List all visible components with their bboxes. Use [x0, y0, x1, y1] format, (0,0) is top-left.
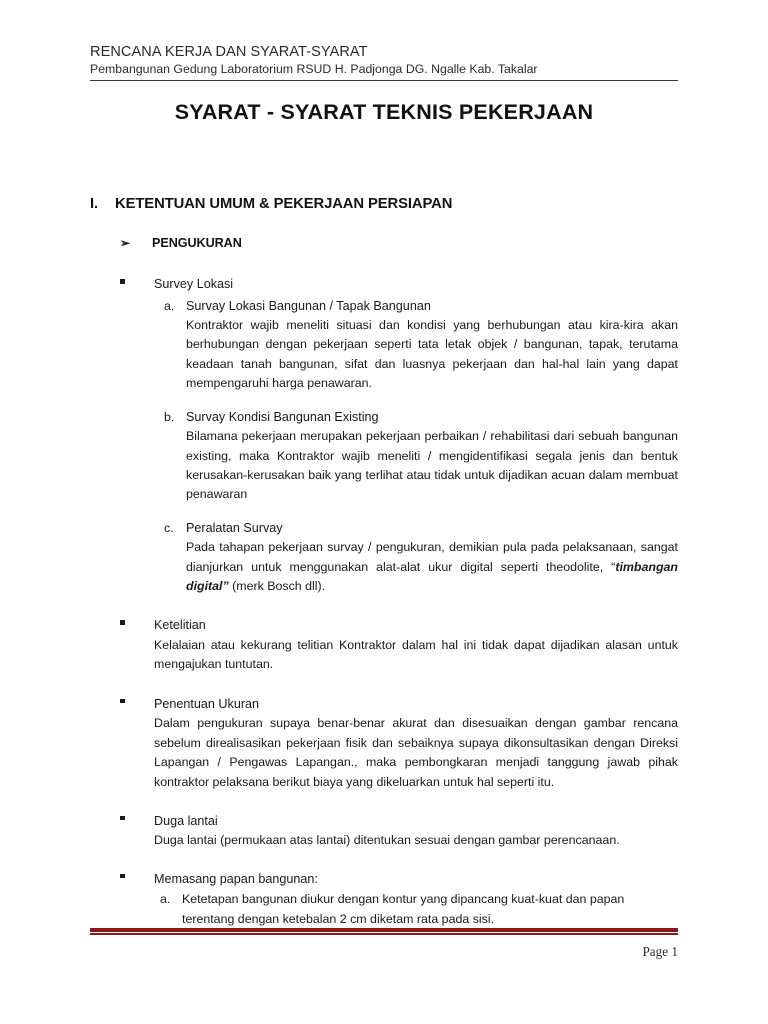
paragraph: Bilamana pekerjaan merupakan pekerjaan perbaikan / rehabilitasi dari sebuah bangunan existing, maka Kontraktor wajib meneliti / mengidentifikasi segala jenis dan bentuk kerusakan-kerusakan baik yang terlihat atau tidak untuk dijadikan acuan dalam membuat penawaran	[186, 429, 678, 502]
section-title: KETENTUAN UMUM & PEKERJAAN PERSIAPAN	[115, 196, 453, 212]
header-subtitle-line: Pembangunan Gedung Laboratorium RSUD H. Padjonga DG. Ngalle Kab. Takalar	[90, 62, 538, 76]
page-number: Page 1	[642, 943, 678, 959]
paragraph: Duga lantai (permukaan atas lantai) ditentukan sesuai dengan gambar perencanaan.	[154, 833, 620, 848]
list-item-body	[154, 695, 678, 792]
paragraph	[186, 538, 678, 596]
list-item	[120, 695, 678, 792]
list-item-body	[182, 890, 678, 929]
square-bullet-icon	[120, 870, 154, 929]
list-item-body	[186, 297, 678, 394]
list-item	[160, 890, 678, 929]
list-item	[120, 275, 678, 596]
paragraph-text: Pada tahapan pekerjaan survay / pengukuran, demikian pula pada pelaksanaan, sangat dianjurkan untuk menggunakan alat-alat ukur digital seperti theodolite, “	[186, 540, 678, 574]
item-title: Peralatan Survay	[186, 520, 283, 535]
header-divider	[90, 80, 678, 81]
list-item	[120, 616, 678, 674]
arrow-bullet-icon: ➢	[120, 236, 131, 250]
emphasis-text: timbangan digital”	[186, 559, 678, 594]
paragraph: Dalam pengukuran supaya benar-benar akurat dan disesuaikan dengan gambar rencana sebelum direalisasikan pekerjaan fisik dan sebaiknya supaya dikonsultasikan dengan Direksi Lapangan / Pengawas Lapangan., maka pembongkaran menjadi tanggung jawab pihak kontraktor pelaksana berikut biaya yang dikeluarkan untuk hal seperti itu.	[154, 716, 678, 789]
list-item	[164, 519, 678, 597]
list-item	[120, 870, 678, 929]
paragraph-text-tail: (merk Bosch dll).	[228, 579, 326, 594]
subsection-title: PENGUKURAN	[152, 236, 242, 250]
header-title-line: RENCANA KERJA DAN SYARAT-SYARAT	[90, 44, 368, 60]
lettered-list	[164, 297, 678, 597]
square-bullet-icon	[120, 275, 154, 596]
list-item-body	[154, 812, 678, 851]
document-body	[90, 196, 678, 946]
item-title: Memasang papan bangunan:	[154, 871, 318, 886]
item-title: Survey Lokasi	[154, 277, 234, 291]
list-item-body	[154, 870, 678, 929]
list-item	[164, 297, 678, 394]
list-item	[164, 408, 678, 505]
item-title: Duga lantai	[154, 813, 218, 828]
list-item-body	[154, 616, 678, 674]
list-item-body	[186, 408, 678, 505]
list-item-body	[154, 275, 678, 596]
subsection-heading	[120, 236, 678, 251]
page-title: SYARAT - SYARAT TEKNIS PEKERJAAN	[174, 100, 594, 124]
footer-divider-thin	[90, 933, 678, 935]
list-item	[120, 812, 678, 851]
list-marker: a.	[160, 892, 171, 907]
list-marker: a.	[164, 298, 175, 313]
item-title: Survay Lokasi Bangunan / Tapak Bangunan	[186, 298, 431, 313]
square-bullet-icon	[120, 812, 154, 851]
section-heading	[90, 196, 678, 212]
lettered-list	[160, 890, 678, 929]
list-marker: c.	[164, 520, 174, 535]
square-bullet-icon	[120, 695, 154, 792]
document-header	[90, 44, 678, 81]
section-number: I.	[90, 196, 99, 212]
document-footer	[90, 928, 678, 960]
item-title: Ketelitian	[154, 618, 206, 633]
list-marker: b.	[164, 409, 175, 424]
paragraph: Kontraktor wajib meneliti situasi dan kondisi yang berhubungan atau kira-kira akan berhubungan dengan pekerjaan seperti tata letak objek / bangunan, tapak, terutama keadaan tanah bangunan, sifat dan luasnya pekerjaan dan hal-hal lain yang dapat mempengaruhi harga penawaran.	[186, 318, 678, 391]
item-title: Penentuan Ukuran	[154, 696, 260, 711]
paragraph: Ketetapan bangunan diukur dengan kontur yang dipancang kuat-kuat dan papan terentang dengan ketebalan 2 cm diketam rata pada sisi.	[182, 892, 625, 926]
list-item-body	[186, 519, 678, 597]
item-title: Survay Kondisi Bangunan Existing	[186, 409, 379, 424]
square-bullet-icon	[120, 616, 154, 674]
paragraph: Kelalaian atau kekurang telitian Kontraktor dalam hal ini tidak dapat dijadikan alasan untuk mengajukan tuntutan.	[154, 637, 678, 672]
